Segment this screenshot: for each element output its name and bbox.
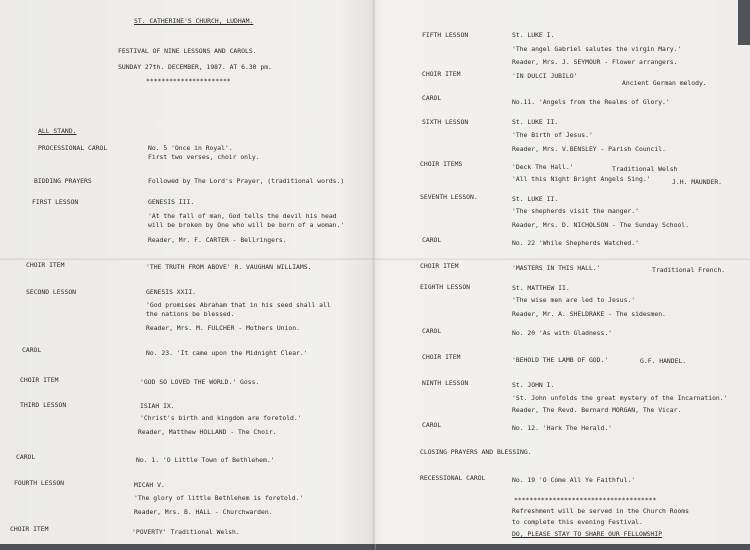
eighth-lesson-text: 'The wise men are led to Jesus.' <box>512 296 636 304</box>
recessional-carol-label: RECESSIONAL CAROL <box>420 474 486 482</box>
processional-carol-label: PROCESSIONAL CAROL <box>38 144 108 152</box>
carol-text: No. 20 'As with Gladness.' <box>512 329 613 337</box>
carol-text: No.11. 'Angels from the Realms of Glory.' <box>512 98 670 106</box>
recessional-carol-text: No. 19 'O Come All Ye Faithful.' <box>512 476 636 484</box>
choir-item-text: 'THE TRUTH FROM ABOVE' R. VAUGHAN WILLIAMS. <box>146 263 312 271</box>
carol-label: CAROL <box>422 421 442 429</box>
fourth-lesson-text: 'The glory of little Bethlehem is foretold.' <box>134 494 304 502</box>
second-lesson-text: 'God promises Abraham that in his seed shall all <box>146 301 331 309</box>
processional-carol-text: No. 5 'Once in Royal'. <box>148 144 233 152</box>
choir-item-note: Ancient German melody. <box>622 79 707 87</box>
choir-item-text: 'IN DULCI JUBILO' <box>512 72 578 80</box>
first-lesson-text: will be broken by One who will be born of a woman.' <box>148 221 345 229</box>
choir-item-label: CHOIR ITEM <box>20 376 59 384</box>
eighth-lesson-label: EIGHTH LESSON <box>420 283 471 291</box>
choir-item-note: G.F. HANDEL. <box>640 357 687 365</box>
third-lesson-label: THIRD LESSON <box>20 401 67 409</box>
carol-label: CAROL <box>22 346 42 354</box>
fifth-lesson-ref: St. LUKE I. <box>512 31 555 39</box>
ninth-lesson-label: NINTH LESSON <box>422 379 469 387</box>
second-lesson-ref: GENESIS XXII. <box>146 288 197 296</box>
third-lesson-ref: ISIAH IX. <box>140 402 175 410</box>
service-date: SUNDAY 27th. DECEMBER, 1987. AT 6.30 pm. <box>118 63 272 71</box>
carol-text: No. 22 'While Shepherds Watched.' <box>512 239 639 247</box>
fellowship-invitation: DO, PLEASE STAY TO SHARE OUR FELLOWSHIP <box>512 530 663 538</box>
seventh-lesson-reader: Reader, Mrs. D. NICHOLSON - The Sunday School. <box>512 221 689 229</box>
choir-item-text: 'All this Night Bright Angels Sing.' <box>512 175 651 183</box>
choir-item-text: 'MASTERS IN THIS HALL.' <box>512 264 601 272</box>
choir-items-label: CHOIR ITEMS <box>420 160 463 168</box>
choir-item-label: CHOIR ITEM <box>422 70 461 78</box>
church-title: ST. CATHERINE'S CHURCH, LUDHAM. <box>134 17 254 25</box>
carol-label: CAROL <box>422 327 442 335</box>
bidding-prayers-label: BIDDING PRAYERS <box>34 177 92 185</box>
choir-item-label: CHOIR ITEM <box>422 353 461 361</box>
background-corner <box>738 0 750 45</box>
refreshment-notice: to complete this evening Festival. <box>512 518 643 526</box>
third-lesson-reader: Reader, Matthew HOLLAND - The Choir. <box>138 428 277 436</box>
choir-item-text: 'Deck The Hall.' <box>512 163 574 171</box>
choir-item-label: CHOIR ITEM <box>420 262 459 270</box>
closing-prayers: CLOSING PRAYERS AND BLESSING. <box>420 448 532 456</box>
sixth-lesson-ref: St. LUKE II. <box>512 118 559 126</box>
choir-item-text: 'BEHOLD THE LAMB OF GOD.' <box>512 356 609 364</box>
fourth-lesson-ref: MICAH V. <box>134 481 165 489</box>
choir-item-text: 'GOD SO LOVED THE WORLD.' Goss. <box>140 378 260 386</box>
bidding-prayers-text: Followed by The Lord's Prayer, (traditional words.) <box>148 177 345 185</box>
choir-item-note: Traditional French. <box>652 266 726 274</box>
first-lesson-ref: GENESIS III. <box>148 198 195 206</box>
seventh-lesson-ref: St. LUKE II. <box>512 195 559 203</box>
fifth-lesson-text: 'The angel Gabriel salutes the virgin Mary.' <box>512 45 682 53</box>
first-lesson-reader: Reader, Mr. F. CARTER - Bellringers. <box>148 236 287 244</box>
eighth-lesson-reader: Reader, Mr. A. SHELDRAKE - The sidesmen. <box>512 310 666 318</box>
carol-text: No. 12. 'Hark The Herald.' <box>512 424 613 432</box>
fourth-lesson-reader: Reader, Mrs. B. HALL - Churchwarden. <box>134 508 273 516</box>
carol-label: CAROL <box>422 236 442 244</box>
second-lesson-reader: Reader, Mrs. M. FULCHER - Mothers Union. <box>146 324 300 332</box>
first-lesson-text: 'At the fall of man, God tells the devil his head <box>148 212 337 220</box>
seventh-lesson-text: 'The shepherds visit the manger.' <box>512 207 639 215</box>
choir-item-label: CHOIR ITEM <box>10 525 49 533</box>
choir-item-text: 'POVERTY' Traditional Welsh. <box>132 528 240 536</box>
first-lesson-label: FIRST LESSON <box>32 198 79 206</box>
second-lesson-text: the nations be blessed. <box>146 310 235 318</box>
ninth-lesson-ref: St. JOHN I. <box>512 381 555 389</box>
carol-text: No. 1. 'O Little Town of Bethlehem.' <box>136 456 275 464</box>
fifth-lesson-reader: Reader, Mrs. J. SEYMOUR - Flower arrangers. <box>512 58 678 66</box>
processional-carol-note: First two verses, choir only. <box>148 153 260 161</box>
horizontal-fold <box>0 258 750 261</box>
fourth-lesson-label: FOURTH LESSON <box>14 479 65 487</box>
choir-item-label: CHOIR ITEM <box>26 261 65 269</box>
sixth-lesson-label: SIXTH LESSON <box>422 118 469 126</box>
festival-title: FESTIVAL OF NINE LESSONS AND CAROLS. <box>118 47 257 55</box>
footer-divider-stars: ************************************* <box>514 496 657 504</box>
vertical-fold <box>372 0 376 550</box>
seventh-lesson-label: SEVENTH LESSON. <box>420 193 478 201</box>
carol-text: No. 23. 'It came upon the Midnight Clear.' <box>146 349 308 357</box>
eighth-lesson-ref: St. MATTHEW II. <box>512 284 570 292</box>
fifth-lesson-label: FIFTH LESSON <box>422 31 469 39</box>
ninth-lesson-text: 'St. John unfolds the great mystery of the Incarnation.' <box>512 394 728 402</box>
carol-label: CAROL <box>422 94 442 102</box>
refreshment-notice: Refreshment will be served in the Church Rooms <box>512 507 689 515</box>
choir-item-note: J.H. MAUNDER. <box>672 178 723 186</box>
sixth-lesson-reader: Reader, Mrs. V.BENSLEY - Parish Council. <box>512 145 666 153</box>
second-lesson-label: SECOND LESSON <box>26 288 77 296</box>
ninth-lesson-reader: Reader, The Revd. Bernard MORGAN, The Vicar. <box>512 406 682 414</box>
sixth-lesson-text: 'The Birth of Jesus.' <box>512 131 593 139</box>
carol-label: CAROL <box>16 453 36 461</box>
third-lesson-text: 'Christ's birth and kingdom are foretold.' <box>140 414 302 422</box>
choir-item-note: Traditional Welsh <box>612 165 678 173</box>
all-stand-instruction: ALL STAND. <box>38 127 77 135</box>
header-divider-stars: ********************** <box>146 77 231 85</box>
